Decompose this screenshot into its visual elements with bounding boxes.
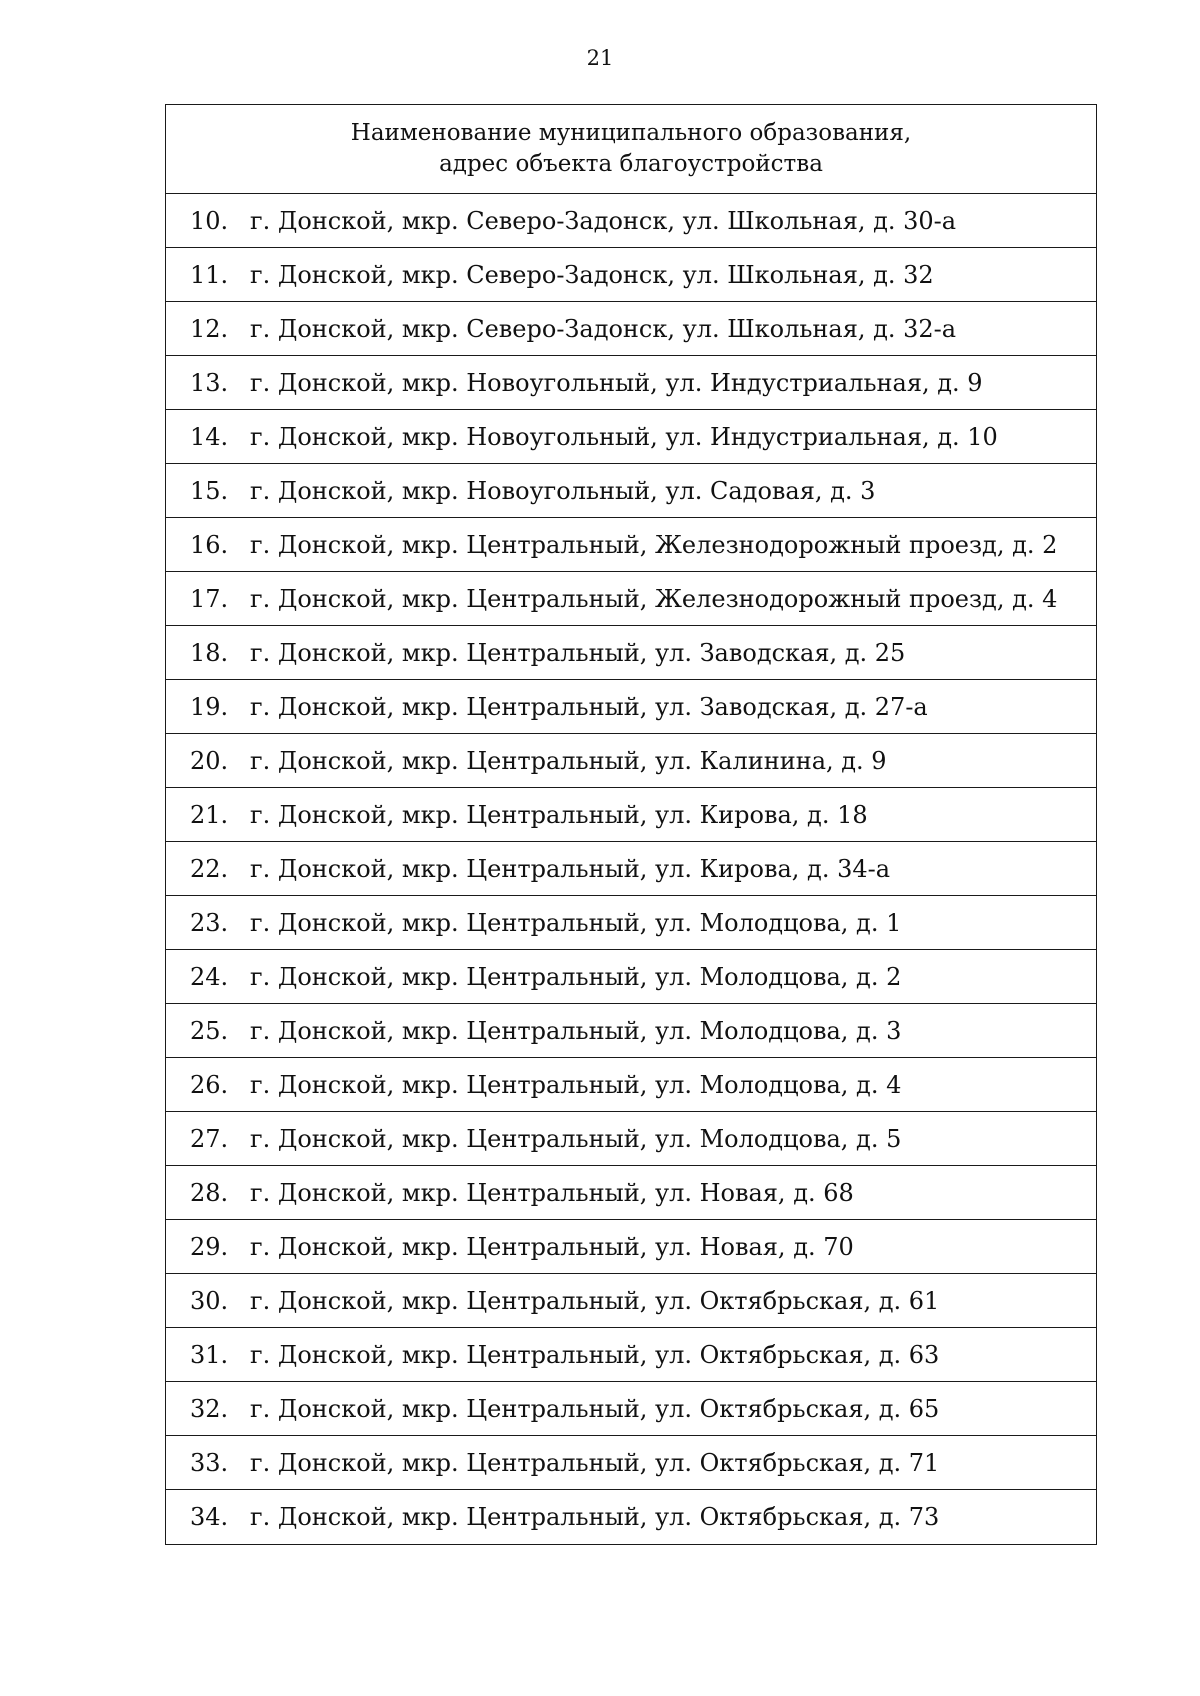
row-number: 32.	[190, 1394, 229, 1423]
page-number: 21	[586, 46, 614, 70]
row-number: 15.	[190, 476, 229, 505]
table-row	[166, 1436, 1096, 1490]
row-number: 14.	[190, 422, 229, 451]
row-number: 18.	[190, 638, 229, 667]
row-address: г. Донской, мкр. Центральный, ул. Молодцова, д. 3	[250, 1016, 902, 1045]
row-address: г. Донской, мкр. Северо-Задонск, ул. Школьная, д. 30-а	[250, 206, 957, 235]
row-number: 10.	[190, 206, 229, 235]
table-row	[166, 302, 1096, 356]
row-number: 23.	[190, 908, 229, 937]
row-number: 34.	[190, 1503, 229, 1531]
table-row	[166, 1328, 1096, 1382]
row-number: 30.	[190, 1286, 229, 1315]
table-header	[166, 105, 1096, 194]
row-number: 24.	[190, 962, 229, 991]
row-number: 16.	[190, 530, 229, 559]
row-address: г. Донской, мкр. Центральный, ул. Заводская, д. 27-а	[250, 692, 928, 721]
table-row	[166, 1058, 1096, 1112]
table-body	[166, 194, 1096, 1544]
table-row	[166, 896, 1096, 950]
table-row	[166, 248, 1096, 302]
table-row	[166, 356, 1096, 410]
row-number: 26.	[190, 1070, 229, 1099]
table-row	[166, 518, 1096, 572]
row-address: г. Донской, мкр. Новоугольный, ул. Индустриальная, д. 9	[250, 368, 983, 397]
table-header-line-2: адрес объекта благоустройства	[439, 151, 823, 177]
table-row	[166, 1112, 1096, 1166]
table-row	[166, 1382, 1096, 1436]
table-row	[166, 788, 1096, 842]
table-row	[166, 572, 1096, 626]
table-row	[166, 410, 1096, 464]
row-number: 22.	[190, 854, 229, 883]
row-address: г. Донской, мкр. Центральный, ул. Октябрьская, д. 61	[250, 1286, 940, 1315]
row-address: г. Донской, мкр. Новоугольный, ул. Индустриальная, д. 10	[250, 422, 998, 451]
table-row	[166, 464, 1096, 518]
table-row	[166, 680, 1096, 734]
row-number: 33.	[190, 1448, 229, 1477]
row-address: г. Донской, мкр. Центральный, ул. Новая, д. 68	[250, 1178, 854, 1207]
row-address: г. Донской, мкр. Северо-Задонск, ул. Школьная, д. 32-а	[250, 314, 957, 343]
row-address: г. Донской, мкр. Центральный, Железнодорожный проезд, д. 4	[250, 584, 1058, 613]
row-address: г. Донской, мкр. Северо-Задонск, ул. Школьная, д. 32	[250, 260, 934, 289]
row-number: 25.	[190, 1016, 229, 1045]
table-row	[166, 1166, 1096, 1220]
row-address: г. Донской, мкр. Центральный, ул. Калинина, д. 9	[250, 746, 887, 775]
row-number: 19.	[190, 692, 229, 721]
table-row	[166, 1004, 1096, 1058]
table-row	[166, 842, 1096, 896]
table-row	[166, 626, 1096, 680]
row-number: 28.	[190, 1178, 229, 1207]
row-address: г. Донской, мкр. Центральный, Железнодорожный проезд, д. 2	[250, 530, 1058, 559]
row-address: г. Донской, мкр. Центральный, ул. Молодцова, д. 1	[250, 908, 902, 937]
row-number: 17.	[190, 584, 229, 613]
row-address: г. Донской, мкр. Центральный, ул. Октябрьская, д. 73	[250, 1503, 940, 1531]
row-address: г. Донской, мкр. Центральный, ул. Октябрьская, д. 71	[250, 1448, 940, 1477]
row-number: 21.	[190, 800, 229, 829]
table-row	[166, 1490, 1096, 1544]
row-address: г. Донской, мкр. Центральный, ул. Заводская, д. 25	[250, 638, 906, 667]
row-number: 20.	[190, 746, 229, 775]
table-row	[166, 1220, 1096, 1274]
table-row	[166, 1274, 1096, 1328]
row-address: г. Донской, мкр. Центральный, ул. Октябрьская, д. 63	[250, 1340, 940, 1369]
table-row	[166, 734, 1096, 788]
row-address: г. Донской, мкр. Центральный, ул. Кирова, д. 18	[250, 800, 868, 829]
row-number: 12.	[190, 314, 229, 343]
table-row	[166, 950, 1096, 1004]
row-address: г. Донской, мкр. Центральный, ул. Молодцова, д. 2	[250, 962, 902, 991]
row-number: 29.	[190, 1232, 229, 1261]
address-table	[165, 104, 1097, 1545]
row-address: г. Донской, мкр. Новоугольный, ул. Садовая, д. 3	[250, 476, 876, 505]
row-address: г. Донской, мкр. Центральный, ул. Кирова, д. 34-а	[250, 854, 891, 883]
row-address: г. Донской, мкр. Центральный, ул. Молодцова, д. 5	[250, 1124, 902, 1153]
row-number: 31.	[190, 1340, 229, 1369]
table-header-line-1: Наименование муниципального образования,	[350, 120, 912, 146]
row-address: г. Донской, мкр. Центральный, ул. Октябрьская, д. 65	[250, 1394, 940, 1423]
row-address: г. Донской, мкр. Центральный, ул. Молодцова, д. 4	[250, 1070, 902, 1099]
table-row	[166, 194, 1096, 248]
row-address: г. Донской, мкр. Центральный, ул. Новая, д. 70	[250, 1232, 854, 1261]
row-number: 27.	[190, 1124, 229, 1153]
row-number: 11.	[190, 260, 229, 289]
row-number: 13.	[190, 368, 229, 397]
